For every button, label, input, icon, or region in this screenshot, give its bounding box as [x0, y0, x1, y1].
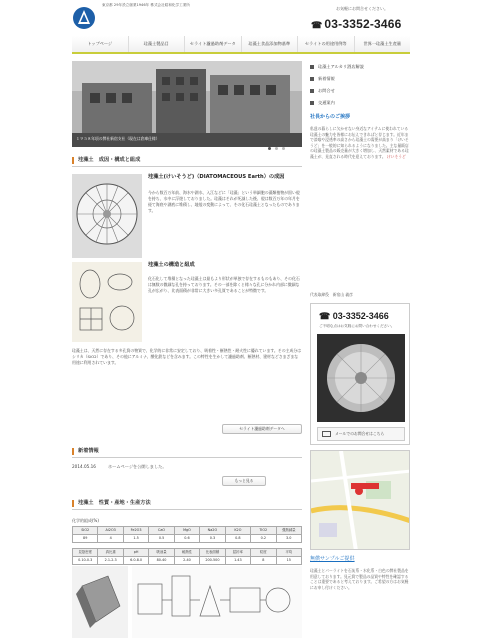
sidebar-item-label: 交通案内 — [318, 100, 335, 106]
mail-contact-label: メールでのお問合せはこちら — [335, 431, 385, 437]
table-cell: 0.8 — [225, 535, 250, 543]
slider-dots — [268, 147, 285, 150]
table-cell: 8 — [251, 557, 276, 565]
free-sample-link[interactable]: 無償サンプルご提供 — [310, 556, 355, 562]
section-properties-title: 珪藻土 性質・産地・生産方法 — [78, 499, 151, 506]
table-header-cell: 見掛密度 — [73, 549, 98, 557]
table-header-row — [73, 549, 302, 557]
nav-item-home[interactable]: トップページ — [72, 36, 129, 52]
company-logo[interactable] — [72, 6, 96, 30]
table-cell: 1.43 — [225, 557, 250, 565]
main-nav — [72, 36, 410, 54]
nav-item-production[interactable]: 世界一珪藻土生産量 — [355, 36, 411, 52]
table-header-cell: 耐熱性 — [174, 549, 199, 557]
news-item[interactable] — [72, 464, 302, 470]
table-header-cell: Fe2O3 — [123, 527, 148, 535]
sidebar-links — [310, 61, 410, 109]
hero-photo — [72, 61, 302, 147]
composition-body: 珪藻土は、天然に存在する多孔質の物質で、化学的に非常に安定しており、吸着性・断熱性・耐火性に優れています。その主成分はシリカ（SiO2）であり、その他にアルミナ、酸化鉄などを含みます。この特性を生かして濾過助剤、断熱材、建材などさまざまな用途に利用されています。 — [72, 348, 302, 365]
table-header-row — [73, 527, 302, 535]
heading-mark — [72, 500, 74, 507]
contact-phone-number: 03-3352-3466 — [332, 311, 389, 321]
table-header-cell: pH — [123, 549, 148, 557]
table-cell: 15 — [276, 557, 302, 565]
table-cell: 89 — [73, 535, 98, 543]
header-phone-number: 03-3352-3466 — [324, 17, 402, 31]
table-header-cell: MgO — [174, 527, 199, 535]
bullet-icon — [310, 65, 314, 69]
table-cell: 3.0 — [276, 535, 302, 543]
production-diagram — [132, 566, 302, 638]
free-sample-text: 珪藻土とパーライトを石灰系・水化系・白色の弊社製品を用意しております。見元質で製品の品質や特性を確認することは重要であると考えております。ご希望の方はお気軽にお申し付けください。 — [310, 568, 409, 590]
sidebar-item-label: 新着情報 — [318, 76, 335, 82]
table-cell: 6.0-8.0 — [123, 557, 148, 565]
sidebar-item-access[interactable] — [310, 97, 410, 109]
structure-body: 化石化して堆積となった珪藻土は最もより形状が単独で存在するものもあり、その化石は無数の微細な孔を持っております。その一部を除くと様々な孔に分かれ内部に微細な孔が広がり、比表面積が非常に大きい多孔質であることが特徴です。 — [148, 276, 300, 293]
heading-mark — [72, 157, 74, 164]
sidebar-item-news[interactable] — [310, 73, 410, 85]
header-phone[interactable] — [311, 16, 402, 32]
table-caption: 化学的組成(%) — [72, 518, 99, 523]
table-header-cell: 粒度 — [251, 549, 276, 557]
table-row — [73, 557, 302, 565]
table-header-cell: SiO2 — [73, 527, 98, 535]
structure-subtitle: 珪藻土の構造と組成 — [148, 262, 195, 268]
table-cell: 0.10-0.3 — [73, 557, 98, 565]
message-highlight: けいそうど — [386, 153, 406, 159]
diatom-microscope-photo — [72, 174, 142, 258]
president-message — [310, 126, 410, 159]
table-cell: 2.1-2.3 — [98, 557, 123, 565]
table-header-cell: 比表面積 — [200, 549, 225, 557]
table-cell: 80-40 — [149, 557, 174, 565]
sidebar-item-contact[interactable] — [310, 85, 410, 97]
diatom-diagram — [72, 262, 142, 342]
bullet-icon — [310, 101, 314, 105]
table-header-cell: Na2O — [200, 527, 225, 535]
slider-dot[interactable] — [282, 147, 285, 150]
hero-caption: １９５８年頃の弊社新宿支社（現在は倉庫仕様） — [76, 135, 160, 141]
nav-item-products[interactable]: 珪藻土製品目 — [129, 36, 186, 52]
table-cell: 4 — [98, 535, 123, 543]
nav-item-celite-data[interactable]: セライト濾過助剤データ — [185, 36, 242, 52]
slider-dot[interactable] — [275, 147, 278, 150]
contact-box — [310, 303, 410, 445]
section-origin-title: 珪藻土 成因・構成と組成 — [78, 156, 141, 163]
sidebar-item-alkali[interactable] — [310, 61, 410, 73]
mail-icon — [322, 431, 331, 437]
celite-data-button[interactable]: セライト濾過助剤データへ — [222, 424, 302, 434]
table-header-cell: TiO2 — [251, 527, 276, 535]
table-header-cell: CaO — [149, 527, 174, 535]
table-cell: 0.6 — [174, 535, 199, 543]
table-cell: 0.5 — [149, 535, 174, 543]
news-date: 2014.05.16 — [72, 464, 96, 469]
contact-prompt: お気軽にお問合せください。 — [336, 6, 388, 11]
phone-icon: ☎ — [311, 20, 323, 30]
composition-table — [72, 526, 302, 543]
section-news-heading — [72, 446, 302, 458]
crystal-photo — [72, 566, 128, 638]
phone-icon: ☎ — [319, 311, 331, 321]
slider-dot[interactable] — [268, 147, 271, 150]
table-cell: 0.2 — [251, 535, 276, 543]
mail-contact-button[interactable] — [317, 427, 405, 441]
table-header-cell: Al2O3 — [98, 527, 123, 535]
president-message-body: 私達の暮らしに欠かせない身近なアイテムに使われている珪藻土の魅力を皆様にお伝えできればと存じます。近年まで漆喰や浸透率の高さから珪藻土の需要が高まり「けいそうど」を一般的に知られるようになりました。主な量販店の珪藻土製品の販売量が大きく増加し、天然素材である珪藻土が、見直される時代を迎えております。 — [310, 126, 409, 159]
table-header-cell: K2O — [225, 527, 250, 535]
table-cell: 0.3 — [200, 535, 225, 543]
heading-mark — [72, 448, 74, 455]
table-row — [73, 535, 302, 543]
table-cell: 200-500 — [200, 557, 225, 565]
table-header-cell: 真比重 — [98, 549, 123, 557]
nav-item-food-standard[interactable]: 珪藻土食品添加物基準 — [242, 36, 299, 52]
access-map[interactable] — [310, 450, 410, 550]
contact-phone[interactable] — [319, 310, 389, 322]
table-header-cell: 強熱減量 — [276, 527, 302, 535]
product-photo — [317, 334, 405, 422]
hero-slider[interactable] — [72, 61, 302, 147]
sidebar-item-label: お問合せ — [318, 88, 335, 94]
table-header-cell: 平均 — [276, 549, 302, 557]
news-text: ホームページを公開しました。 — [107, 464, 167, 469]
more-news-button[interactable]: もっと見る — [222, 476, 266, 486]
table-cell: 2-40 — [174, 557, 199, 565]
company-tagline: 東京都 29年設立創業1946年 株式会社昭和化学工業所 — [102, 3, 190, 7]
nav-item-uses[interactable]: セライトの用途用例等 — [298, 36, 355, 52]
bullet-icon — [310, 89, 314, 93]
president-message-title: 社長からのご挨拶 — [310, 114, 351, 120]
table-header-cell: 屈折率 — [225, 549, 250, 557]
section-properties-heading — [72, 498, 302, 510]
bullet-icon — [310, 77, 314, 81]
table-cell: 1.5 — [123, 535, 148, 543]
sidebar-item-label: 珪藻土アルカリ酒店解説 — [318, 64, 364, 70]
president-signature: 代表取締役 新宿山 義彦 — [310, 292, 353, 297]
origin-body: 今から数百万年前、海水や湖水、入江などに「珪藻」という単細胞の藻類植物が固い殻を持ち、水中に浮遊しておりました。珪藻はそれが死滅した後、殻は数百万年の年月を経て海底や湖底に堆積し、地殻の変動によって、その化石珪藻土となったものであります。 — [148, 190, 300, 213]
section-news-title: 新着情報 — [78, 447, 99, 454]
table-header-cell: 吸油量 — [149, 549, 174, 557]
origin-subtitle: 珪藻土(けいそうど)（DIATOMACEOUS Earth）の成因 — [148, 174, 285, 180]
contact-note: ご不明な点はお気軽にお問い合わせください。 — [319, 324, 395, 328]
section-origin-heading — [72, 155, 302, 167]
properties-table — [72, 548, 302, 565]
